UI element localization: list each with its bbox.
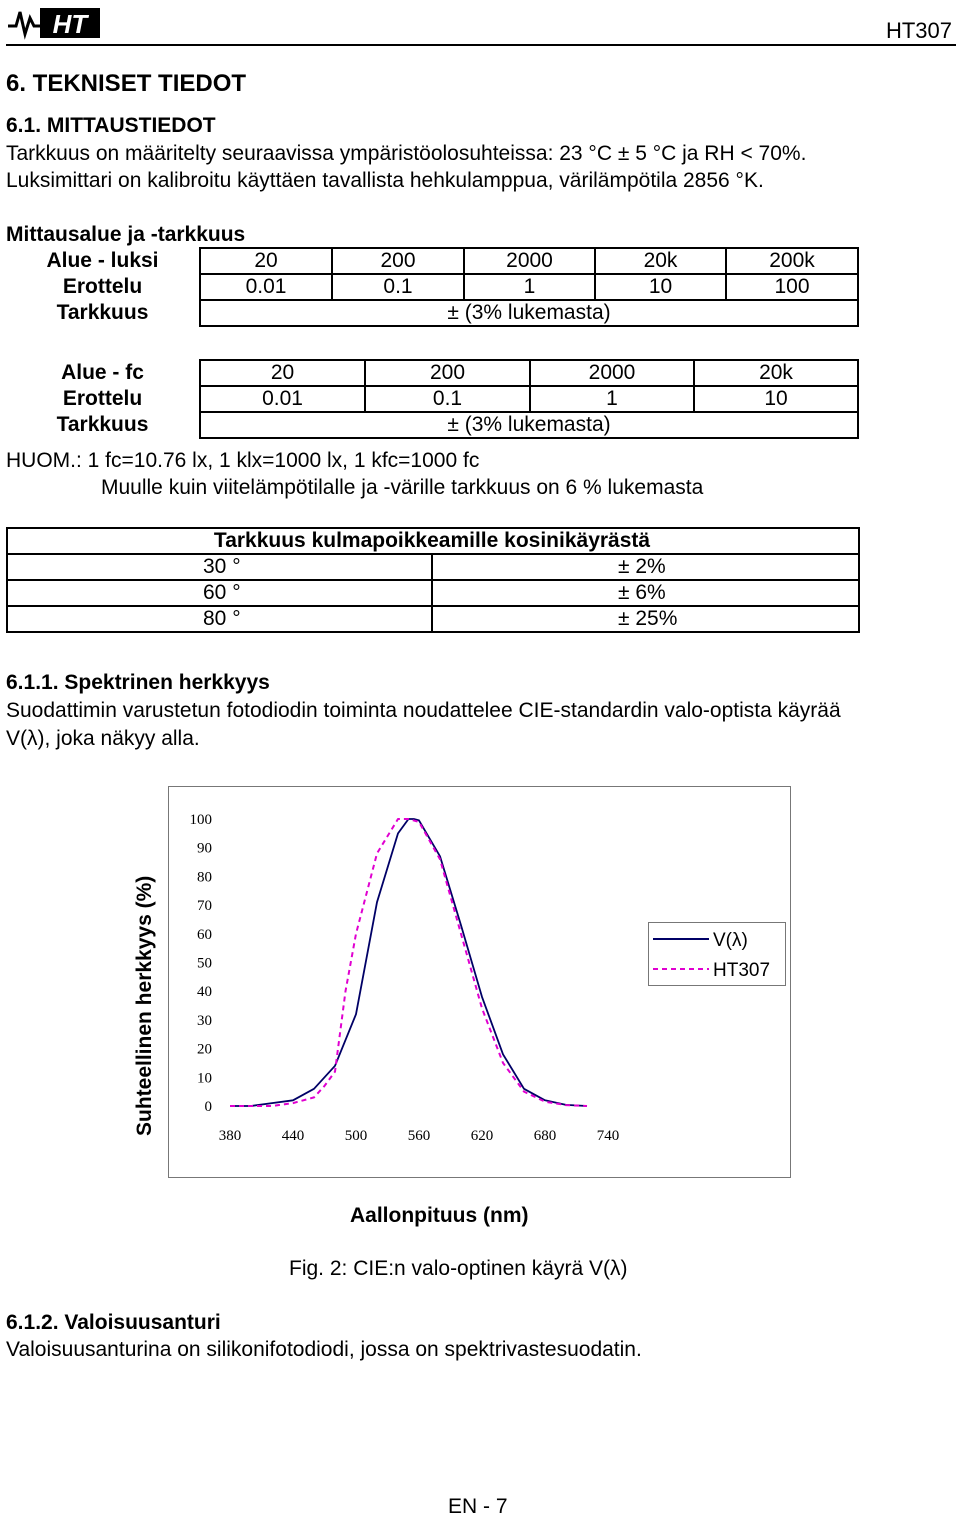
table-header: Tarkkuus kulmapoikkeamille kosinikäyrästä	[7, 528, 859, 554]
y-tick-label: 20	[197, 1041, 212, 1058]
figure-caption: Fig. 2: CIE:n valo-optinen käyrä V(λ)	[289, 1257, 628, 1280]
subsection-title: 6.1.1. Spektrinen herkkyys	[6, 671, 270, 694]
table-cell: 10	[595, 274, 726, 300]
row-label: Tarkkuus	[6, 412, 200, 438]
paragraph-line: Luksimittari on kalibroitu käyttäen tavallista hehkulamppua, värilämpötila 2856 °K.	[6, 169, 764, 192]
table-row	[7, 554, 859, 580]
y-tick-label: 30	[197, 1012, 212, 1029]
table-cell: 1	[530, 386, 694, 412]
row-label: Tarkkuus	[6, 300, 200, 326]
table-cell: 2000	[464, 248, 595, 274]
paragraph-line: Tarkkuus on määritelty seuraavissa ympäristöolosuhteissa: 23 °C ± 5 °C ja RH < 70%.	[6, 142, 807, 165]
angle-accuracy-table	[6, 527, 860, 633]
row-label: Erottelu	[6, 386, 200, 412]
note-line: HUOM.: 1 fc=10.76 lx, 1 klx=1000 lx, 1 kfc=1000 fc	[6, 449, 480, 472]
range-heading: Mittausalue ja -tarkkuus	[6, 223, 246, 246]
table-row	[7, 606, 859, 632]
ht-logo-icon	[6, 4, 102, 40]
table-cell: 2000	[530, 360, 694, 386]
brand-logo	[6, 4, 102, 40]
table-cell: 200	[365, 360, 530, 386]
table-cell: 80 °	[7, 606, 432, 632]
table-cell: 20k	[694, 360, 858, 386]
table-cell: 30 °	[7, 554, 432, 580]
paragraph-line: Valoisuusanturina on silikonifotodiodi, jossa on spektrivastesuodatin.	[6, 1338, 642, 1361]
x-axis-title: Aallonpituus (nm)	[350, 1204, 529, 1227]
table-cell: 200	[332, 248, 464, 274]
x-tick-label: 500	[344, 1128, 368, 1144]
table-cell: ± 25%	[432, 606, 859, 632]
table-cell: ± 6%	[432, 580, 859, 606]
y-tick-label: 60	[197, 926, 212, 943]
y-tick-label: 50	[197, 955, 212, 972]
legend-label: V(λ)	[713, 930, 748, 951]
table-cell: 20	[200, 360, 365, 386]
x-tick-label: 560	[407, 1128, 431, 1144]
paragraph-line: Suodattimin varustetun fotodiodin toiminta noudattelee CIE-standardin valo-optista käyrää	[6, 699, 841, 722]
table-cell: 0.1	[332, 274, 464, 300]
table-cell: 200k	[726, 248, 858, 274]
chart-legend	[648, 922, 786, 986]
table-cell: 20k	[595, 248, 726, 274]
y-axis-title: Suhteellinen herkkyys (%)	[133, 875, 156, 1136]
table-cell: ± (3% lukemasta)	[200, 412, 858, 438]
logo-text: HT	[52, 9, 88, 39]
table-cell: 0.01	[200, 274, 332, 300]
table-cell: ± 2%	[432, 554, 859, 580]
x-tick-label: 380	[218, 1128, 242, 1144]
x-tick-label: 680	[533, 1128, 557, 1144]
table-row	[6, 386, 858, 412]
table-cell: ± (3% lukemasta)	[200, 300, 858, 326]
legend-label: HT307	[713, 960, 771, 981]
x-tick-label: 740	[596, 1128, 620, 1144]
subsection-title: 6.1.2. Valoisuusanturi	[6, 1311, 221, 1334]
row-label: Erottelu	[6, 274, 200, 300]
table-row	[6, 248, 858, 274]
y-tick-label: 80	[197, 869, 212, 886]
table-cell: 20	[200, 248, 332, 274]
legend-svg	[649, 923, 785, 985]
table-row	[7, 528, 859, 554]
paragraph-line: V(λ), joka näkyy alla.	[6, 727, 200, 750]
section-title: 6. TEKNISET TIEDOT	[6, 70, 247, 97]
table-row	[6, 360, 858, 386]
y-tick-label: 70	[197, 898, 212, 915]
fc-range-table	[6, 359, 859, 439]
subsection-title: 6.1. MITTAUSTIEDOT	[6, 114, 216, 137]
table-row	[7, 580, 859, 606]
row-label: Alue - fc	[6, 360, 200, 386]
model-name: HT307	[885, 18, 952, 43]
x-tick-label: 620	[470, 1128, 494, 1144]
table-cell: 100	[726, 274, 858, 300]
y-tick-label: 0	[204, 1099, 212, 1115]
table-row	[6, 274, 858, 300]
series-line-ht307	[230, 819, 587, 1106]
page-number: EN - 7	[448, 1495, 508, 1518]
y-tick-label: 100	[189, 812, 212, 828]
table-cell: 1	[464, 274, 595, 300]
table-cell: 60 °	[7, 580, 432, 606]
y-tick-label: 40	[197, 984, 212, 1001]
x-tick-label: 440	[281, 1128, 305, 1144]
table-row	[6, 412, 858, 438]
table-cell: 0.01	[200, 386, 365, 412]
table-cell: 10	[694, 386, 858, 412]
y-tick-label: 10	[197, 1070, 212, 1087]
note-line: Muulle kuin viitelämpötilalle ja -värille tarkkuus on 6 % lukemasta	[101, 476, 704, 499]
y-tick-label: 90	[197, 840, 212, 857]
table-cell: 0.1	[365, 386, 530, 412]
series-line-v-lambda	[230, 819, 587, 1106]
lux-range-table	[6, 247, 859, 327]
table-row	[6, 300, 858, 326]
row-label: Alue - luksi	[6, 248, 200, 274]
header-rule	[6, 44, 956, 46]
